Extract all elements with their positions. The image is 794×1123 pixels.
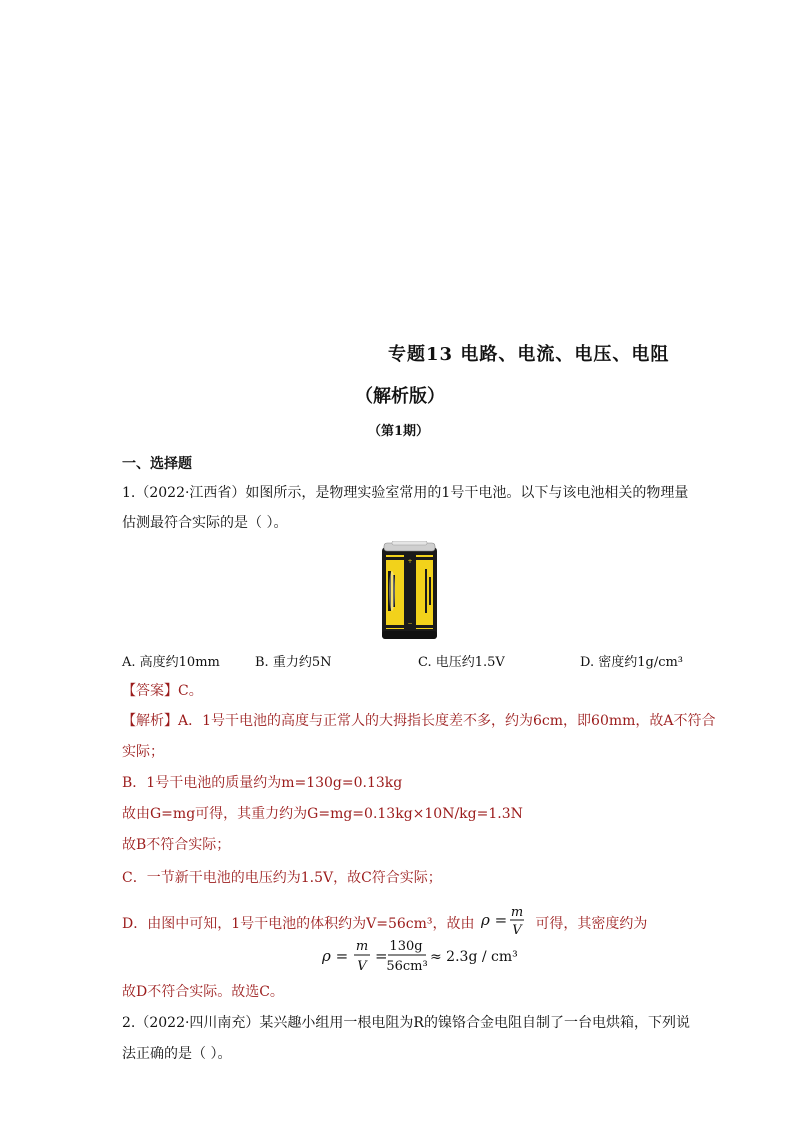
formula-frac1-num: m <box>355 939 369 954</box>
option-c: C. 电压约1.5V <box>418 655 505 670</box>
analysis-line-1: 【解析】A．1号干电池的高度与正常人的大拇指长度差不多，约为6cm，即60mm，故A不符合 <box>122 713 716 729</box>
question-2-line-2: 法正确的是（ ）。 <box>122 1046 232 1062</box>
formula-equals: = <box>375 947 388 965</box>
formula-frac1-den: V <box>357 959 367 974</box>
formula-frac2-den: 56cm³ <box>386 959 428 974</box>
analysis-d-line-2: 故D不符合实际。故选C。 <box>122 984 284 1000</box>
inline-formula-num: m <box>510 905 524 920</box>
option-a: A. 高度约10mm <box>122 655 220 670</box>
analysis-b-line-3: 故B不符合实际； <box>122 837 231 853</box>
question-2-line-1: 2.（2022·四川南充）某兴趣小组用一根电阻为R的镍铬合金电阻自制了一台电烘箱，下列说 <box>122 1015 690 1031</box>
formula-lhs: ρ = <box>322 947 349 965</box>
svg-text:−: − <box>407 620 413 627</box>
density-formula <box>322 934 542 978</box>
answer-line: 【答案】C。 <box>122 683 203 699</box>
section-heading: 一、选择题 <box>122 456 192 472</box>
analysis-c-line: C．一节新干电池的电压约为1.5V，故C符合实际； <box>122 870 442 886</box>
page-title: 专题13 电路、电流、电压、电阻 <box>388 344 670 365</box>
option-b: B. 重力约5N <box>255 655 332 670</box>
svg-text:+: + <box>407 558 413 565</box>
page-subtitle: （解析版） <box>355 386 445 407</box>
question-1-line-1: 1.（2022·江西省）如图所示，是物理实验室常用的1号干电池。以下与该电池相关的物理量 <box>122 485 689 501</box>
formula-result: ≈ 2.3g / cm³ <box>430 949 518 965</box>
analysis-b-line-2: 故由G=mg可得，其重力约为G=mg=0.13kg×10N/kg=1.3N <box>122 806 523 822</box>
inline-formula-lhs: ρ = <box>480 911 508 929</box>
analysis-d-text-post: 可得，其密度约为 <box>535 916 648 932</box>
battery-image <box>382 541 437 641</box>
analysis-line-2: 实际； <box>122 744 164 760</box>
analysis-d-text-pre: D．由图中可知，1号干电池的体积约为V=56cm³，故由 <box>122 916 475 932</box>
period-label: （第1期） <box>368 424 430 439</box>
option-d: D. 密度约1g/cm³ <box>580 655 684 670</box>
inline-formula-den: V <box>512 923 522 938</box>
formula-frac2-num: 130g <box>389 939 423 954</box>
question-1-line-2: 估测最符合实际的是（ ）。 <box>122 515 288 531</box>
analysis-b-line-1: B．1号干电池的质量约为m=130g=0.13kg <box>122 775 403 791</box>
